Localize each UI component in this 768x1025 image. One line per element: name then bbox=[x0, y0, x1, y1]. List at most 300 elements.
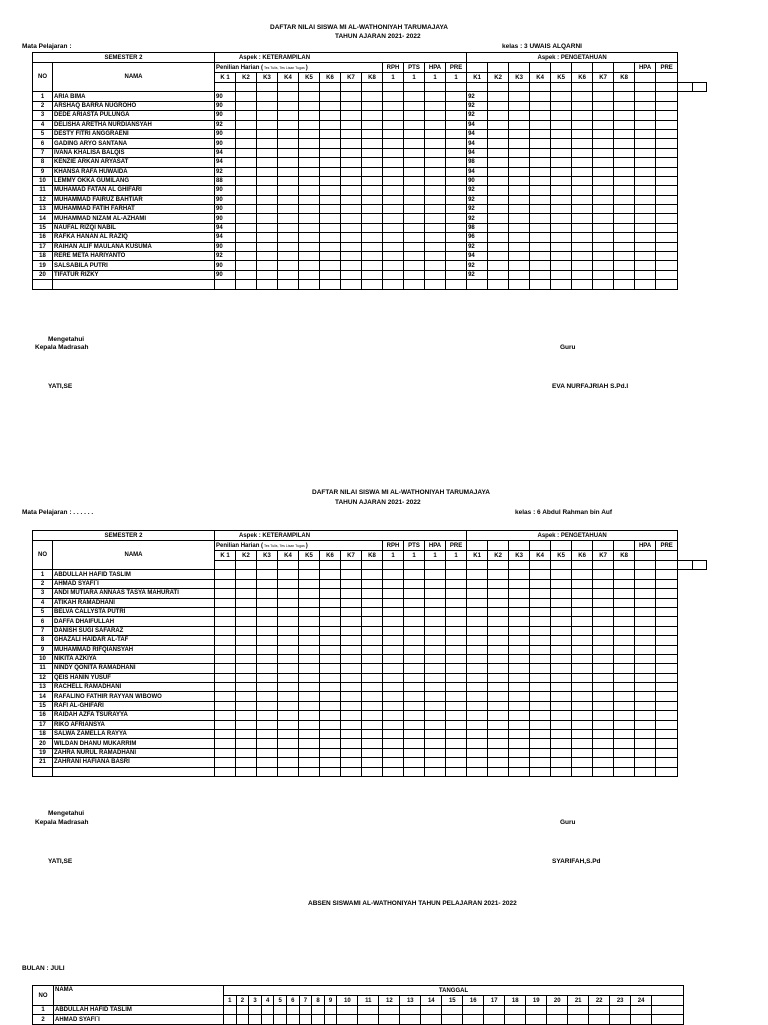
empty-cell bbox=[299, 767, 320, 776]
empty-cell bbox=[551, 176, 572, 185]
empty-cell bbox=[362, 720, 383, 729]
empty-cell bbox=[530, 711, 551, 720]
student-name: RAIDAH AZFA TSURAYYA bbox=[53, 711, 215, 720]
empty-cell bbox=[656, 270, 678, 279]
empty-cell bbox=[551, 654, 572, 663]
empty-cell bbox=[593, 767, 614, 776]
row-number: 12 bbox=[33, 673, 53, 682]
day-header: 13 bbox=[400, 996, 421, 1006]
empty-cell bbox=[257, 664, 278, 673]
row-number: 1 bbox=[33, 570, 53, 579]
empty-cell bbox=[299, 120, 320, 129]
empty-cell bbox=[467, 83, 488, 92]
empty-cell bbox=[341, 730, 362, 739]
attendance-cell bbox=[312, 1015, 325, 1024]
empty-cell bbox=[299, 636, 320, 645]
empty-cell bbox=[278, 214, 299, 223]
day-header: 6 bbox=[287, 996, 300, 1006]
empty-cell bbox=[593, 261, 614, 270]
empty-cell bbox=[278, 626, 299, 635]
empty-cell bbox=[488, 739, 509, 748]
tanggal-header: TANGGAL bbox=[224, 986, 684, 996]
empty-cell bbox=[320, 242, 341, 251]
empty-cell bbox=[614, 83, 635, 92]
empty-cell bbox=[572, 120, 593, 129]
empty-cell bbox=[299, 739, 320, 748]
empty-cell bbox=[635, 83, 656, 92]
empty-cell bbox=[551, 570, 572, 579]
empty-cell bbox=[362, 730, 383, 739]
empty-cell bbox=[236, 645, 257, 654]
empty-cell bbox=[488, 167, 509, 176]
col-nama-header: NAMA bbox=[53, 541, 215, 570]
empty-cell bbox=[362, 758, 383, 767]
empty-cell bbox=[488, 673, 509, 682]
empty-cell bbox=[299, 111, 320, 120]
empty-cell bbox=[656, 730, 678, 739]
empty-cell bbox=[362, 673, 383, 682]
score-pk1: 94 bbox=[467, 139, 488, 148]
penilian-note: Tes Tulis, Tes Lisan Tugas bbox=[263, 65, 306, 70]
empty-cell bbox=[257, 167, 278, 176]
attendance-cell bbox=[379, 1015, 400, 1024]
empty-cell bbox=[572, 636, 593, 645]
empty-cell bbox=[446, 711, 467, 720]
empty-cell bbox=[656, 561, 678, 570]
empty-cell bbox=[320, 730, 341, 739]
row-number: 1 bbox=[33, 92, 53, 101]
empty-cell bbox=[488, 589, 509, 598]
empty-cell bbox=[572, 570, 593, 579]
empty-cell bbox=[362, 111, 383, 120]
empty-cell bbox=[593, 167, 614, 176]
empty-cell bbox=[635, 280, 656, 289]
empty-cell bbox=[257, 120, 278, 129]
empty-cell bbox=[446, 598, 467, 607]
empty-cell bbox=[572, 148, 593, 157]
empty-cell bbox=[383, 645, 404, 654]
empty-cell bbox=[656, 205, 678, 214]
table-row bbox=[33, 645, 707, 654]
empty-cell bbox=[656, 551, 678, 561]
empty-cell bbox=[488, 270, 509, 279]
empty-cell bbox=[383, 158, 404, 167]
empty-cell bbox=[593, 83, 614, 92]
empty-cell bbox=[404, 636, 425, 645]
day-header: 17 bbox=[484, 996, 505, 1006]
empty-cell bbox=[614, 617, 635, 626]
empty-cell bbox=[320, 589, 341, 598]
empty-cell bbox=[593, 111, 614, 120]
empty-cell bbox=[572, 158, 593, 167]
empty-cell bbox=[614, 205, 635, 214]
empty-cell bbox=[299, 561, 320, 570]
empty-cell bbox=[656, 252, 678, 261]
empty-cell bbox=[572, 598, 593, 607]
score-k1 bbox=[215, 701, 236, 710]
empty-cell bbox=[572, 579, 593, 588]
empty-cell bbox=[593, 683, 614, 692]
empty-cell bbox=[656, 617, 678, 626]
grade-table-1 bbox=[32, 52, 707, 290]
empty-cell bbox=[257, 111, 278, 120]
col-hpa2-header: HPA bbox=[635, 63, 656, 73]
empty-cell bbox=[509, 570, 530, 579]
empty-cell bbox=[572, 233, 593, 242]
empty-cell bbox=[236, 767, 257, 776]
empty-cell bbox=[551, 541, 572, 551]
empty-cell bbox=[425, 617, 446, 626]
table-row bbox=[33, 261, 707, 270]
empty-cell bbox=[446, 148, 467, 157]
score-k1: 92 bbox=[215, 120, 236, 129]
empty-cell bbox=[446, 636, 467, 645]
day-header: 1 bbox=[224, 996, 237, 1006]
empty-cell bbox=[33, 767, 53, 776]
table-row bbox=[33, 673, 707, 682]
col-pre2-header: PRE bbox=[656, 63, 678, 73]
empty-cell bbox=[320, 129, 341, 138]
empty-cell bbox=[236, 636, 257, 645]
attendance-cell bbox=[324, 1015, 337, 1024]
score-k1 bbox=[215, 758, 236, 767]
empty-cell bbox=[572, 63, 593, 73]
empty-cell bbox=[488, 280, 509, 289]
empty-cell bbox=[635, 673, 656, 682]
attendance-cell bbox=[589, 1006, 610, 1015]
empty-cell bbox=[446, 101, 467, 110]
empty-cell bbox=[530, 579, 551, 588]
score-k1: 90 bbox=[215, 129, 236, 138]
row-number: 8 bbox=[33, 158, 53, 167]
empty-cell bbox=[593, 730, 614, 739]
empty-cell bbox=[278, 607, 299, 616]
empty-cell bbox=[299, 673, 320, 682]
student-name: MUHAMMAD RIFQIANSYAH bbox=[53, 645, 215, 654]
col-pk5-header: K5 bbox=[551, 73, 572, 83]
empty-cell bbox=[551, 636, 572, 645]
empty-cell bbox=[635, 579, 656, 588]
empty-cell bbox=[341, 711, 362, 720]
empty-cell bbox=[551, 579, 572, 588]
empty-cell bbox=[341, 186, 362, 195]
empty-cell bbox=[530, 730, 551, 739]
score-k1 bbox=[215, 598, 236, 607]
row-number: 9 bbox=[33, 645, 53, 654]
empty-cell bbox=[593, 223, 614, 232]
empty-cell bbox=[509, 214, 530, 223]
penilian-note: Tes Tulis, Tes Lisan Tugas bbox=[263, 543, 306, 548]
empty-cell bbox=[425, 129, 446, 138]
empty-cell bbox=[278, 270, 299, 279]
empty-cell bbox=[593, 739, 614, 748]
empty-cell bbox=[236, 720, 257, 729]
empty-cell bbox=[404, 148, 425, 157]
score-pk1 bbox=[467, 664, 488, 673]
empty-cell bbox=[383, 186, 404, 195]
empty-cell bbox=[488, 63, 509, 73]
score-k1 bbox=[215, 748, 236, 757]
empty-cell bbox=[362, 148, 383, 157]
empty-cell bbox=[362, 683, 383, 692]
empty-cell bbox=[299, 252, 320, 261]
empty-cell bbox=[278, 139, 299, 148]
empty-cell bbox=[692, 83, 706, 92]
empty-cell bbox=[404, 607, 425, 616]
empty-cell bbox=[593, 720, 614, 729]
empty-cell bbox=[593, 570, 614, 579]
empty-cell bbox=[236, 233, 257, 242]
student-name: RAFI AL-GHIFARI bbox=[53, 701, 215, 710]
header-row bbox=[33, 541, 707, 551]
col-nama-header: NAMA bbox=[53, 986, 223, 1006]
empty-cell bbox=[362, 83, 383, 92]
empty-cell bbox=[257, 767, 278, 776]
empty-cell bbox=[488, 701, 509, 710]
attendance-cell bbox=[568, 1015, 589, 1024]
empty-cell bbox=[278, 195, 299, 204]
empty-cell bbox=[572, 280, 593, 289]
row-number: 4 bbox=[33, 598, 53, 607]
empty-cell bbox=[236, 148, 257, 157]
empty-cell bbox=[572, 111, 593, 120]
empty-cell bbox=[509, 598, 530, 607]
empty-cell bbox=[656, 636, 678, 645]
empty-cell bbox=[236, 186, 257, 195]
empty-cell bbox=[488, 101, 509, 110]
empty-cell bbox=[320, 607, 341, 616]
student-name: DEDE ARIASTA PULUNGA bbox=[53, 111, 215, 120]
empty-cell bbox=[383, 683, 404, 692]
table-row bbox=[33, 767, 707, 776]
empty-cell bbox=[635, 645, 656, 654]
empty-cell bbox=[236, 758, 257, 767]
empty-cell bbox=[551, 645, 572, 654]
empty-cell bbox=[362, 223, 383, 232]
empty-cell bbox=[362, 261, 383, 270]
empty-cell bbox=[257, 730, 278, 739]
score-pk1: 98 bbox=[467, 223, 488, 232]
score-pk1 bbox=[467, 589, 488, 598]
empty-cell bbox=[299, 101, 320, 110]
empty-cell bbox=[257, 101, 278, 110]
empty-cell bbox=[551, 589, 572, 598]
empty-cell bbox=[446, 720, 467, 729]
weight-cell: 1 bbox=[425, 73, 446, 83]
empty-cell bbox=[278, 205, 299, 214]
empty-cell bbox=[383, 101, 404, 110]
attendance-cell bbox=[299, 1006, 312, 1015]
empty-cell bbox=[593, 589, 614, 598]
row-number: 13 bbox=[33, 205, 53, 214]
empty-cell bbox=[278, 158, 299, 167]
empty-cell bbox=[383, 711, 404, 720]
empty-cell bbox=[299, 626, 320, 635]
empty-cell bbox=[656, 111, 678, 120]
empty-cell bbox=[593, 598, 614, 607]
score-k1 bbox=[215, 654, 236, 663]
score-pk1: 90 bbox=[467, 176, 488, 185]
empty-cell bbox=[551, 214, 572, 223]
sheet1-kepala-name: YATI,SE bbox=[48, 383, 73, 390]
empty-cell bbox=[446, 158, 467, 167]
empty-cell bbox=[530, 701, 551, 710]
empty-cell bbox=[341, 214, 362, 223]
empty-cell bbox=[551, 280, 572, 289]
empty-cell bbox=[404, 589, 425, 598]
empty-cell bbox=[341, 223, 362, 232]
empty-cell bbox=[551, 261, 572, 270]
empty-cell bbox=[614, 692, 635, 701]
empty-cell bbox=[404, 205, 425, 214]
empty-cell bbox=[278, 654, 299, 663]
empty-cell bbox=[236, 280, 257, 289]
empty-cell bbox=[572, 626, 593, 635]
empty-cell bbox=[509, 176, 530, 185]
empty-cell bbox=[383, 589, 404, 598]
empty-cell bbox=[635, 767, 656, 776]
table-row bbox=[33, 270, 707, 279]
empty-cell bbox=[446, 186, 467, 195]
score-pk1 bbox=[467, 607, 488, 616]
empty-cell bbox=[551, 748, 572, 757]
grade-table-2 bbox=[32, 530, 707, 777]
empty-cell bbox=[257, 626, 278, 635]
empty-cell bbox=[509, 767, 530, 776]
empty-cell bbox=[257, 617, 278, 626]
sheet1-kepala: Kepala Madrasah bbox=[35, 344, 89, 351]
empty-cell bbox=[551, 711, 572, 720]
empty-cell bbox=[383, 129, 404, 138]
empty-cell bbox=[257, 139, 278, 148]
empty-cell bbox=[341, 589, 362, 598]
empty-cell bbox=[404, 214, 425, 223]
empty-cell bbox=[362, 664, 383, 673]
empty-cell bbox=[299, 148, 320, 157]
empty-cell bbox=[635, 654, 656, 663]
empty-cell bbox=[320, 139, 341, 148]
weight-cell: 1 bbox=[383, 551, 404, 561]
empty-cell bbox=[656, 280, 678, 289]
table-row bbox=[33, 730, 707, 739]
empty-cell bbox=[572, 730, 593, 739]
empty-cell bbox=[509, 626, 530, 635]
row-number: 9 bbox=[33, 167, 53, 176]
empty-cell bbox=[652, 1006, 684, 1015]
empty-cell bbox=[656, 598, 678, 607]
table-row bbox=[33, 111, 707, 120]
empty-cell bbox=[278, 261, 299, 270]
empty-cell bbox=[488, 664, 509, 673]
empty-cell bbox=[236, 167, 257, 176]
student-name: DANISH SUGI SAFARAZ bbox=[53, 626, 215, 635]
day-header: 5 bbox=[274, 996, 287, 1006]
empty-cell bbox=[257, 579, 278, 588]
empty-cell bbox=[656, 101, 678, 110]
score-k1 bbox=[215, 739, 236, 748]
empty-cell bbox=[215, 83, 236, 92]
empty-cell bbox=[530, 561, 551, 570]
empty-cell bbox=[551, 739, 572, 748]
student-name: WILDAN DHANU MUKARRIM bbox=[53, 739, 215, 748]
empty-cell bbox=[488, 242, 509, 251]
empty-cell bbox=[488, 186, 509, 195]
col-pk1-header: K1 bbox=[467, 551, 488, 561]
empty-cell bbox=[572, 720, 593, 729]
score-k1 bbox=[215, 626, 236, 635]
empty-cell bbox=[509, 280, 530, 289]
empty-cell bbox=[257, 589, 278, 598]
empty-cell bbox=[362, 607, 383, 616]
empty-cell bbox=[299, 223, 320, 232]
empty-cell bbox=[551, 598, 572, 607]
empty-cell bbox=[656, 139, 678, 148]
attendance-cell bbox=[274, 1015, 287, 1024]
empty-cell bbox=[572, 541, 593, 551]
attendance-cell bbox=[547, 1006, 568, 1015]
empty-cell bbox=[236, 626, 257, 635]
empty-cell bbox=[257, 739, 278, 748]
score-pk1: 92 bbox=[467, 205, 488, 214]
empty-cell bbox=[572, 561, 593, 570]
empty-cell bbox=[530, 664, 551, 673]
student-name: DAFFA DHAIFULLAH bbox=[53, 617, 215, 626]
score-k1 bbox=[215, 683, 236, 692]
empty-cell bbox=[572, 692, 593, 701]
empty-cell bbox=[278, 683, 299, 692]
empty-cell bbox=[320, 683, 341, 692]
empty-cell bbox=[341, 158, 362, 167]
score-pk1 bbox=[467, 617, 488, 626]
empty-cell bbox=[488, 205, 509, 214]
empty-cell bbox=[446, 654, 467, 663]
empty-cell bbox=[509, 233, 530, 242]
empty-cell bbox=[614, 673, 635, 682]
empty-cell bbox=[425, 739, 446, 748]
empty-cell bbox=[467, 541, 488, 551]
empty-cell bbox=[362, 767, 383, 776]
row-number: 16 bbox=[33, 233, 53, 242]
empty-cell bbox=[614, 101, 635, 110]
empty-cell bbox=[320, 111, 341, 120]
empty-cell bbox=[572, 645, 593, 654]
empty-cell bbox=[572, 589, 593, 598]
empty-cell bbox=[593, 636, 614, 645]
empty-cell bbox=[341, 664, 362, 673]
col-k8-header: K8 bbox=[362, 551, 383, 561]
empty-cell bbox=[404, 83, 425, 92]
empty-cell bbox=[509, 720, 530, 729]
col-k1-header: K 1 bbox=[215, 551, 236, 561]
empty-cell bbox=[404, 701, 425, 710]
empty-cell bbox=[635, 176, 656, 185]
row-number: 2 bbox=[33, 101, 53, 110]
empty-cell bbox=[572, 617, 593, 626]
empty-cell bbox=[383, 561, 404, 570]
empty-cell bbox=[236, 101, 257, 110]
student-name: SALSABILA PUTRI bbox=[53, 261, 215, 270]
empty-cell bbox=[425, 176, 446, 185]
empty-cell bbox=[299, 579, 320, 588]
student-name: ABDULLAH HAFID TASLIM bbox=[53, 1006, 223, 1015]
empty-cell bbox=[614, 758, 635, 767]
col-no-header: NO bbox=[33, 986, 54, 1006]
empty-cell bbox=[593, 120, 614, 129]
empty-cell bbox=[635, 626, 656, 635]
table-row bbox=[33, 167, 707, 176]
empty-cell bbox=[362, 654, 383, 663]
empty-cell bbox=[362, 242, 383, 251]
